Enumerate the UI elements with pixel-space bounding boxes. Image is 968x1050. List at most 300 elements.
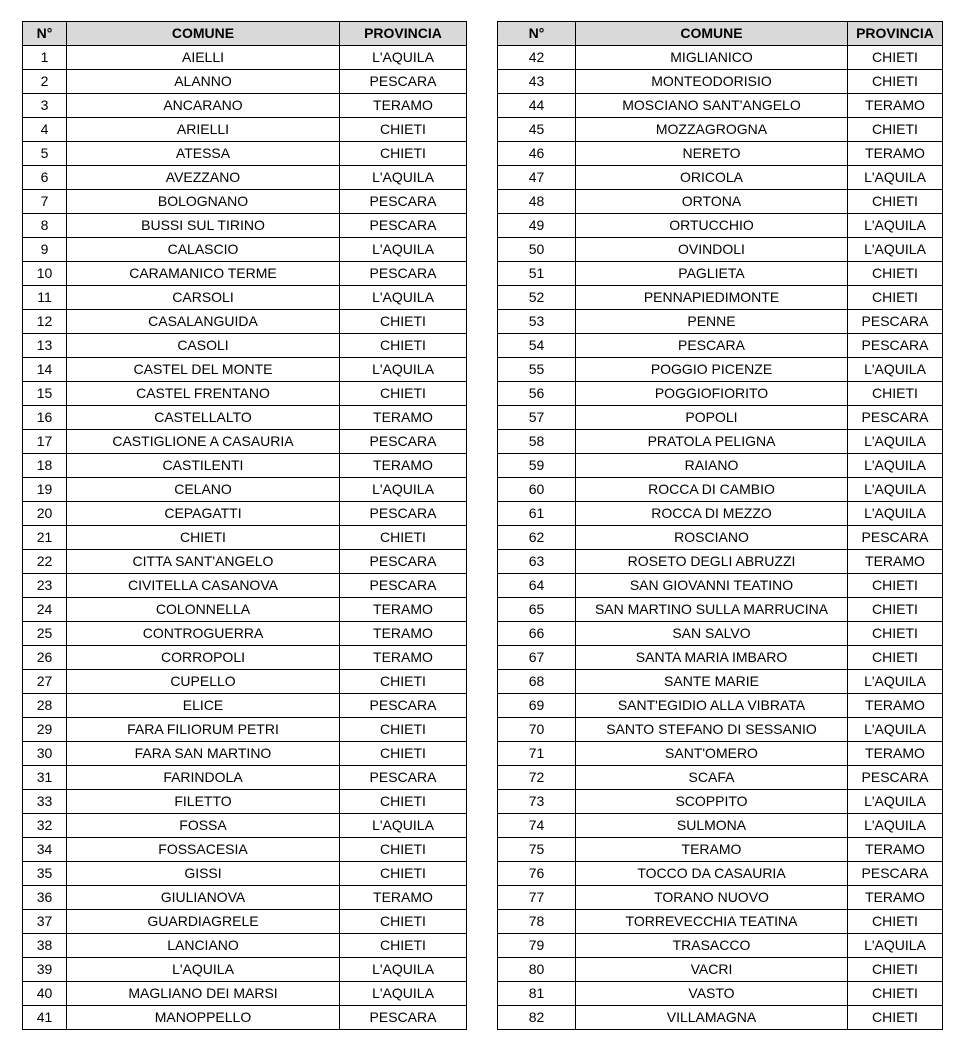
table-row xyxy=(23,142,467,166)
comune-cell: CASTELLALTO xyxy=(67,406,340,430)
row-number: 49 xyxy=(498,214,576,238)
comune-cell: PENNAPIEDIMONTE xyxy=(576,286,848,310)
row-number: 34 xyxy=(23,838,67,862)
table-row xyxy=(498,238,943,262)
table-row xyxy=(23,190,467,214)
row-number: 44 xyxy=(498,94,576,118)
comune-cell: CASTIGLIONE A CASAURIA xyxy=(67,430,340,454)
comune-cell: TRASACCO xyxy=(576,934,848,958)
provincia-cell: L'AQUILA xyxy=(848,934,943,958)
provincia-cell: L'AQUILA xyxy=(848,430,943,454)
comune-cell: TERAMO xyxy=(576,838,848,862)
table-row xyxy=(23,502,467,526)
provincia-cell: PESCARA xyxy=(340,766,467,790)
provincia-cell: TERAMO xyxy=(848,694,943,718)
provincia-cell: L'AQUILA xyxy=(848,718,943,742)
table-row xyxy=(23,238,467,262)
row-number: 10 xyxy=(23,262,67,286)
header-comune: COMUNE xyxy=(576,22,848,46)
comune-cell: MAGLIANO DEI MARSI xyxy=(67,982,340,1006)
provincia-cell: CHIETI xyxy=(848,286,943,310)
table-row xyxy=(498,550,943,574)
comune-cell: ROSCIANO xyxy=(576,526,848,550)
provincia-cell: L'AQUILA xyxy=(848,166,943,190)
provincia-cell: L'AQUILA xyxy=(340,982,467,1006)
table-row xyxy=(23,70,467,94)
row-number: 19 xyxy=(23,478,67,502)
comune-cell: CASTEL FRENTANO xyxy=(67,382,340,406)
comune-cell: L'AQUILA xyxy=(67,958,340,982)
table-row xyxy=(23,886,467,910)
comune-cell: POPOLI xyxy=(576,406,848,430)
provincia-cell: L'AQUILA xyxy=(340,478,467,502)
comune-cell: ORTUCCHIO xyxy=(576,214,848,238)
comune-cell: CORROPOLI xyxy=(67,646,340,670)
comuni-table-right xyxy=(497,21,943,1030)
provincia-cell: TERAMO xyxy=(848,886,943,910)
comune-cell: FARA FILIORUM PETRI xyxy=(67,718,340,742)
provincia-cell: L'AQUILA xyxy=(848,670,943,694)
table-row xyxy=(23,958,467,982)
table-row xyxy=(498,94,943,118)
row-number: 53 xyxy=(498,310,576,334)
comune-cell: SANTA MARIA IMBARO xyxy=(576,646,848,670)
table-row xyxy=(23,718,467,742)
table-row xyxy=(498,598,943,622)
row-number: 21 xyxy=(23,526,67,550)
table-row xyxy=(498,406,943,430)
table-row xyxy=(23,358,467,382)
provincia-cell: PESCARA xyxy=(848,334,943,358)
table-row xyxy=(23,574,467,598)
provincia-cell: PESCARA xyxy=(340,574,467,598)
row-number: 50 xyxy=(498,238,576,262)
comune-cell: MIGLIANICO xyxy=(576,46,848,70)
row-number: 7 xyxy=(23,190,67,214)
table-row xyxy=(498,526,943,550)
provincia-cell: TERAMO xyxy=(848,742,943,766)
table-row xyxy=(498,70,943,94)
comune-cell: ORTONA xyxy=(576,190,848,214)
provincia-cell: PESCARA xyxy=(340,214,467,238)
comune-cell: CARSOLI xyxy=(67,286,340,310)
header-row xyxy=(23,22,467,46)
comune-cell: CASTEL DEL MONTE xyxy=(67,358,340,382)
table-row xyxy=(498,478,943,502)
comune-cell: SULMONA xyxy=(576,814,848,838)
table-row xyxy=(23,982,467,1006)
comune-cell: OVINDOLI xyxy=(576,238,848,262)
table-row xyxy=(23,94,467,118)
comune-cell: CARAMANICO TERME xyxy=(67,262,340,286)
row-number: 30 xyxy=(23,742,67,766)
row-number: 17 xyxy=(23,430,67,454)
comune-cell: ATESSA xyxy=(67,142,340,166)
row-number: 75 xyxy=(498,838,576,862)
provincia-cell: L'AQUILA xyxy=(848,358,943,382)
provincia-cell: CHIETI xyxy=(340,790,467,814)
row-number: 76 xyxy=(498,862,576,886)
row-number: 79 xyxy=(498,934,576,958)
table-row xyxy=(498,982,943,1006)
comune-cell: ARIELLI xyxy=(67,118,340,142)
provincia-cell: CHIETI xyxy=(848,70,943,94)
row-number: 2 xyxy=(23,70,67,94)
table-row xyxy=(23,862,467,886)
row-number: 81 xyxy=(498,982,576,1006)
provincia-cell: TERAMO xyxy=(340,886,467,910)
comune-cell: FOSSA xyxy=(67,814,340,838)
provincia-cell: L'AQUILA xyxy=(848,238,943,262)
provincia-cell: CHIETI xyxy=(848,598,943,622)
comune-cell: FARA SAN MARTINO xyxy=(67,742,340,766)
row-number: 55 xyxy=(498,358,576,382)
row-number: 20 xyxy=(23,502,67,526)
row-number: 36 xyxy=(23,886,67,910)
comuni-table-left xyxy=(22,21,467,1030)
table-row xyxy=(23,382,467,406)
provincia-cell: TERAMO xyxy=(340,598,467,622)
row-number: 54 xyxy=(498,334,576,358)
provincia-cell: PESCARA xyxy=(340,550,467,574)
comune-cell: SAN GIOVANNI TEATINO xyxy=(576,574,848,598)
provincia-cell: L'AQUILA xyxy=(848,214,943,238)
provincia-cell: CHIETI xyxy=(848,574,943,598)
row-number: 35 xyxy=(23,862,67,886)
comune-cell: GISSI xyxy=(67,862,340,886)
provincia-cell: CHIETI xyxy=(848,958,943,982)
row-number: 9 xyxy=(23,238,67,262)
table-row xyxy=(498,190,943,214)
table-row xyxy=(498,646,943,670)
row-number: 28 xyxy=(23,694,67,718)
table-row xyxy=(498,574,943,598)
provincia-cell: PESCARA xyxy=(340,190,467,214)
row-number: 58 xyxy=(498,430,576,454)
row-number: 26 xyxy=(23,646,67,670)
comune-cell: MOZZAGROGNA xyxy=(576,118,848,142)
table-row xyxy=(498,166,943,190)
provincia-cell: CHIETI xyxy=(848,46,943,70)
provincia-cell: CHIETI xyxy=(848,910,943,934)
row-number: 46 xyxy=(498,142,576,166)
table-row xyxy=(23,910,467,934)
row-number: 78 xyxy=(498,910,576,934)
comune-cell: SCAFA xyxy=(576,766,848,790)
row-number: 61 xyxy=(498,502,576,526)
table-row xyxy=(23,430,467,454)
table-row xyxy=(498,142,943,166)
provincia-cell: TERAMO xyxy=(340,94,467,118)
provincia-cell: TERAMO xyxy=(340,622,467,646)
row-number: 25 xyxy=(23,622,67,646)
provincia-cell: L'AQUILA xyxy=(848,814,943,838)
row-number: 73 xyxy=(498,790,576,814)
provincia-cell: CHIETI xyxy=(340,142,467,166)
table-row xyxy=(498,118,943,142)
row-number: 6 xyxy=(23,166,67,190)
comune-cell: NERETO xyxy=(576,142,848,166)
table-row xyxy=(23,214,467,238)
table-row xyxy=(23,790,467,814)
row-number: 45 xyxy=(498,118,576,142)
provincia-cell: CHIETI xyxy=(340,334,467,358)
comune-cell: CUPELLO xyxy=(67,670,340,694)
row-number: 31 xyxy=(23,766,67,790)
comune-cell: CASALANGUIDA xyxy=(67,310,340,334)
table-row xyxy=(23,814,467,838)
table-row xyxy=(23,838,467,862)
comune-cell: PAGLIETA xyxy=(576,262,848,286)
row-number: 57 xyxy=(498,406,576,430)
table-row xyxy=(23,118,467,142)
comune-cell: CASTILENTI xyxy=(67,454,340,478)
comune-cell: CIVITELLA CASANOVA xyxy=(67,574,340,598)
table-row xyxy=(23,478,467,502)
provincia-cell: CHIETI xyxy=(340,382,467,406)
table-row xyxy=(498,910,943,934)
provincia-cell: PESCARA xyxy=(340,1006,467,1030)
row-number: 40 xyxy=(23,982,67,1006)
provincia-cell: CHIETI xyxy=(848,622,943,646)
comune-cell: CASOLI xyxy=(67,334,340,358)
table-row xyxy=(23,934,467,958)
row-number: 82 xyxy=(498,1006,576,1030)
comune-cell: FILETTO xyxy=(67,790,340,814)
row-number: 74 xyxy=(498,814,576,838)
row-number: 67 xyxy=(498,646,576,670)
row-number: 59 xyxy=(498,454,576,478)
provincia-cell: L'AQUILA xyxy=(340,358,467,382)
row-number: 33 xyxy=(23,790,67,814)
provincia-cell: PESCARA xyxy=(848,862,943,886)
table-row xyxy=(23,526,467,550)
table-row xyxy=(23,742,467,766)
comune-cell: ROSETO DEGLI ABRUZZI xyxy=(576,550,848,574)
provincia-cell: PESCARA xyxy=(340,262,467,286)
comune-cell: CALASCIO xyxy=(67,238,340,262)
table-row xyxy=(23,550,467,574)
comune-cell: FOSSACESIA xyxy=(67,838,340,862)
table-row xyxy=(498,1006,943,1030)
row-number: 62 xyxy=(498,526,576,550)
comune-cell: GUARDIAGRELE xyxy=(67,910,340,934)
provincia-cell: L'AQUILA xyxy=(340,814,467,838)
provincia-cell: TERAMO xyxy=(340,406,467,430)
comune-cell: TOCCO DA CASAURIA xyxy=(576,862,848,886)
provincia-cell: CHIETI xyxy=(340,718,467,742)
comune-cell: ANCARANO xyxy=(67,94,340,118)
table-row xyxy=(23,646,467,670)
row-number: 24 xyxy=(23,598,67,622)
row-number: 32 xyxy=(23,814,67,838)
comune-cell: AIELLI xyxy=(67,46,340,70)
provincia-cell: PESCARA xyxy=(848,766,943,790)
provincia-cell: L'AQUILA xyxy=(848,790,943,814)
provincia-cell: CHIETI xyxy=(340,862,467,886)
comune-cell: AVEZZANO xyxy=(67,166,340,190)
provincia-cell: L'AQUILA xyxy=(848,454,943,478)
row-number: 69 xyxy=(498,694,576,718)
table-row xyxy=(23,166,467,190)
provincia-cell: CHIETI xyxy=(848,382,943,406)
provincia-cell: CHIETI xyxy=(848,118,943,142)
provincia-cell: CHIETI xyxy=(340,670,467,694)
table-row xyxy=(498,334,943,358)
comune-cell: GIULIANOVA xyxy=(67,886,340,910)
row-number: 65 xyxy=(498,598,576,622)
table-row xyxy=(498,310,943,334)
row-number: 48 xyxy=(498,190,576,214)
header-provincia: PROVINCIA xyxy=(848,22,943,46)
provincia-cell: PESCARA xyxy=(340,70,467,94)
table-row xyxy=(23,694,467,718)
table-row xyxy=(498,766,943,790)
row-number: 64 xyxy=(498,574,576,598)
comune-cell: SCOPPITO xyxy=(576,790,848,814)
row-number: 72 xyxy=(498,766,576,790)
row-number: 12 xyxy=(23,310,67,334)
table-row xyxy=(23,622,467,646)
row-number: 56 xyxy=(498,382,576,406)
comune-cell: PENNE xyxy=(576,310,848,334)
row-number: 23 xyxy=(23,574,67,598)
row-number: 4 xyxy=(23,118,67,142)
row-number: 27 xyxy=(23,670,67,694)
provincia-cell: CHIETI xyxy=(848,982,943,1006)
comune-cell: BOLOGNANO xyxy=(67,190,340,214)
row-number: 52 xyxy=(498,286,576,310)
provincia-cell: L'AQUILA xyxy=(848,478,943,502)
comune-cell: ELICE xyxy=(67,694,340,718)
provincia-cell: CHIETI xyxy=(340,310,467,334)
table-row xyxy=(498,862,943,886)
provincia-cell: CHIETI xyxy=(340,526,467,550)
table-row xyxy=(23,310,467,334)
table-row xyxy=(498,622,943,646)
row-number: 51 xyxy=(498,262,576,286)
table-row xyxy=(498,694,943,718)
table-row xyxy=(498,814,943,838)
provincia-cell: L'AQUILA xyxy=(848,502,943,526)
comune-cell: ROCCA DI CAMBIO xyxy=(576,478,848,502)
header-provincia: PROVINCIA xyxy=(340,22,467,46)
row-number: 11 xyxy=(23,286,67,310)
row-number: 29 xyxy=(23,718,67,742)
provincia-cell: TERAMO xyxy=(340,646,467,670)
row-number: 8 xyxy=(23,214,67,238)
comune-cell: FARINDOLA xyxy=(67,766,340,790)
table-row xyxy=(23,1006,467,1030)
row-number: 80 xyxy=(498,958,576,982)
provincia-cell: PESCARA xyxy=(848,526,943,550)
table-row xyxy=(498,214,943,238)
header-row xyxy=(498,22,943,46)
table-row xyxy=(23,670,467,694)
comune-cell: SANT'EGIDIO ALLA VIBRATA xyxy=(576,694,848,718)
provincia-cell: CHIETI xyxy=(340,934,467,958)
provincia-cell: CHIETI xyxy=(848,1006,943,1030)
row-number: 13 xyxy=(23,334,67,358)
table-row xyxy=(498,790,943,814)
row-number: 70 xyxy=(498,718,576,742)
table-row xyxy=(23,46,467,70)
row-number: 1 xyxy=(23,46,67,70)
row-number: 39 xyxy=(23,958,67,982)
comune-cell: CEPAGATTI xyxy=(67,502,340,526)
provincia-cell: PESCARA xyxy=(848,310,943,334)
row-number: 68 xyxy=(498,670,576,694)
comune-cell: SANT'OMERO xyxy=(576,742,848,766)
comune-cell: MOSCIANO SANT'ANGELO xyxy=(576,94,848,118)
comune-cell: PESCARA xyxy=(576,334,848,358)
table-row xyxy=(23,598,467,622)
row-number: 3 xyxy=(23,94,67,118)
provincia-cell: TERAMO xyxy=(340,454,467,478)
table-row xyxy=(498,838,943,862)
provincia-cell: CHIETI xyxy=(340,742,467,766)
row-number: 18 xyxy=(23,454,67,478)
table-row xyxy=(23,286,467,310)
provincia-cell: PESCARA xyxy=(340,694,467,718)
provincia-cell: TERAMO xyxy=(848,94,943,118)
provincia-cell: TERAMO xyxy=(848,142,943,166)
provincia-cell: L'AQUILA xyxy=(340,286,467,310)
comune-cell: ROCCA DI MEZZO xyxy=(576,502,848,526)
comune-cell: COLONNELLA xyxy=(67,598,340,622)
comune-cell: SAN MARTINO SULLA MARRUCINA xyxy=(576,598,848,622)
row-number: 5 xyxy=(23,142,67,166)
provincia-cell: TERAMO xyxy=(848,550,943,574)
comune-cell: CONTROGUERRA xyxy=(67,622,340,646)
table-row xyxy=(498,262,943,286)
row-number: 71 xyxy=(498,742,576,766)
table-row xyxy=(498,454,943,478)
provincia-cell: L'AQUILA xyxy=(340,958,467,982)
header-num: N° xyxy=(498,22,576,46)
provincia-cell: L'AQUILA xyxy=(340,46,467,70)
table-row xyxy=(498,886,943,910)
table-row xyxy=(498,934,943,958)
row-number: 42 xyxy=(498,46,576,70)
comune-cell: RAIANO xyxy=(576,454,848,478)
comune-cell: VACRI xyxy=(576,958,848,982)
comune-cell: CHIETI xyxy=(67,526,340,550)
provincia-cell: CHIETI xyxy=(340,118,467,142)
provincia-cell: CHIETI xyxy=(848,646,943,670)
table-row xyxy=(498,670,943,694)
provincia-cell: CHIETI xyxy=(340,910,467,934)
comune-cell: MANOPPELLO xyxy=(67,1006,340,1030)
comune-cell: ALANNO xyxy=(67,70,340,94)
comune-cell: POGGIO PICENZE xyxy=(576,358,848,382)
comune-cell: SANTO STEFANO DI SESSANIO xyxy=(576,718,848,742)
table-row xyxy=(498,382,943,406)
table-row xyxy=(23,262,467,286)
comune-cell: SANTE MARIE xyxy=(576,670,848,694)
provincia-cell: CHIETI xyxy=(848,262,943,286)
header-num: N° xyxy=(23,22,67,46)
header-comune: COMUNE xyxy=(67,22,340,46)
comune-cell: POGGIOFIORITO xyxy=(576,382,848,406)
table-row xyxy=(498,742,943,766)
table-row xyxy=(498,286,943,310)
comune-cell: LANCIANO xyxy=(67,934,340,958)
comune-cell: SAN SALVO xyxy=(576,622,848,646)
table-row xyxy=(498,958,943,982)
provincia-cell: L'AQUILA xyxy=(340,238,467,262)
row-number: 47 xyxy=(498,166,576,190)
